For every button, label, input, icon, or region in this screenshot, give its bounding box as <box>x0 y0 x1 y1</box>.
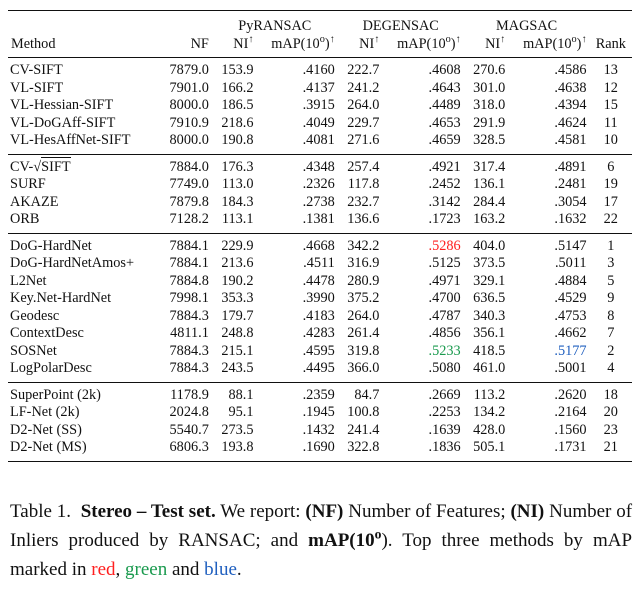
method-group <box>8 382 632 461</box>
value-cell: .5125 <box>428 255 461 271</box>
value-cell: 193.8 <box>212 439 257 461</box>
caption-text: ). <box>381 530 393 551</box>
value-cell: .1723 <box>428 211 461 227</box>
value-cell: 7998.1 <box>169 290 209 306</box>
value-cell: 113.0 <box>221 176 254 192</box>
value-cell: .5147 <box>508 233 589 255</box>
value-cell: .4608 <box>428 62 461 78</box>
value-cell: 322.8 <box>338 439 383 461</box>
value-cell: .5011 <box>554 255 587 271</box>
value-cell: .4529 <box>554 290 587 306</box>
value-cell: .2481 <box>554 176 587 192</box>
value-cell: 342.2 <box>338 233 383 255</box>
caption-blue-word: blue <box>204 559 237 580</box>
value-cell: 273.5 <box>221 421 254 438</box>
value-cell: 1178.9 <box>159 382 212 404</box>
table-row <box>8 382 632 404</box>
value-cell: .2359 <box>256 382 337 404</box>
value-cell: .4971 <box>428 272 461 289</box>
column-header-row <box>8 36 632 58</box>
value-cell: 7884.3 <box>169 307 209 324</box>
value-cell: 8000.0 <box>169 97 209 113</box>
value-cell: .2738 <box>302 193 335 210</box>
value-cell: .1560 <box>554 421 587 438</box>
caption-red-word: red <box>91 559 116 580</box>
method-name-cell: D2-Net (MS) <box>8 439 159 461</box>
method-name-cell: SuperPoint (2k) <box>8 382 159 404</box>
value-cell: 222.7 <box>347 62 380 78</box>
value-cell: .4394 <box>554 97 587 113</box>
value-cell: 8 <box>607 307 615 324</box>
header-nf: NF <box>159 36 212 58</box>
value-cell: .4049 <box>302 114 335 131</box>
caption-text: Number of Features; <box>348 501 506 522</box>
value-cell: .1381 <box>302 211 335 227</box>
value-cell: .2620 <box>508 382 589 404</box>
value-cell: 428.0 <box>473 421 506 438</box>
caption-text: Number of Inliers produced by RANSAC; and <box>10 501 633 551</box>
value-cell: 366.0 <box>347 360 380 376</box>
table-row <box>8 233 632 255</box>
value-cell: 190.2 <box>221 272 254 289</box>
method-name-cell: LogPolarDesc <box>10 360 92 376</box>
table-row <box>8 58 632 80</box>
value-cell: 317.4 <box>464 154 509 176</box>
value-cell: 264.0 <box>347 307 380 324</box>
value-cell: 301.0 <box>473 79 506 96</box>
value-cell: 7128.2 <box>169 211 209 227</box>
value-cell: 257.4 <box>338 154 383 176</box>
value-cell: .5177 <box>554 342 587 359</box>
value-cell: .5286 <box>382 233 463 255</box>
value-cell: 7884.1 <box>169 255 209 271</box>
value-cell: 7879.8 <box>169 193 209 210</box>
value-cell: 340.3 <box>473 307 506 324</box>
value-cell: 6806.3 <box>159 439 212 461</box>
header-map-degensac: mAP(10$^o$)↑ <box>382 36 463 58</box>
value-cell: 4811.1 <box>170 325 209 341</box>
value-cell: .4586 <box>554 62 587 78</box>
value-cell: 636.5 <box>473 290 506 306</box>
value-cell: 1 <box>590 233 632 255</box>
value-cell: 271.6 <box>347 132 380 148</box>
value-cell: .1632 <box>554 211 587 227</box>
table-row <box>8 404 632 422</box>
value-cell: 264.0 <box>347 97 380 113</box>
value-cell: 7 <box>607 325 615 341</box>
value-cell: 3 <box>607 255 615 271</box>
group-header-degensac: DEGENSAC <box>362 18 439 34</box>
value-cell: 8000.0 <box>169 132 209 148</box>
value-cell: 18 <box>590 382 632 404</box>
value-cell: .2669 <box>382 382 463 404</box>
method-name-cell: CV-SIFT <box>10 62 63 78</box>
table-row <box>8 132 632 154</box>
value-cell: .4283 <box>302 325 335 341</box>
value-cell: .4624 <box>554 114 587 131</box>
value-cell: 218.6 <box>221 114 254 131</box>
method-group <box>8 58 632 155</box>
value-cell: .2253 <box>428 404 461 420</box>
value-cell: 7910.9 <box>169 114 209 131</box>
value-cell: 461.0 <box>473 360 506 376</box>
value-cell: 166.2 <box>221 79 254 96</box>
value-cell: .4511 <box>303 255 335 271</box>
value-cell: .1836 <box>382 439 463 461</box>
caption-map-abbr: mAP(10$^o$ <box>308 526 382 551</box>
value-cell: 11 <box>603 114 618 131</box>
method-name-cell: VL-HesAffNet-SIFT <box>10 132 131 148</box>
value-cell: .4348 <box>256 154 337 176</box>
value-cell: .4659 <box>428 132 461 148</box>
table-row <box>8 308 632 326</box>
value-cell: 136.6 <box>347 211 380 227</box>
value-cell: 7884.3 <box>169 360 209 376</box>
table-row <box>8 439 632 461</box>
caption-title: Stereo – Test set. <box>80 501 216 522</box>
value-cell: 329.1 <box>473 272 506 289</box>
value-cell: 176.3 <box>212 154 257 176</box>
value-cell: 270.6 <box>473 62 506 78</box>
table-row <box>8 194 632 212</box>
value-cell: 22 <box>603 211 618 227</box>
value-cell: .3142 <box>428 193 461 210</box>
header-ni-pyransac: NI↑ <box>212 36 257 58</box>
value-cell: 95.1 <box>228 404 254 420</box>
method-name-cell: DoG-HardNet <box>8 233 159 255</box>
value-cell: 243.5 <box>221 360 254 376</box>
value-cell: 7884.0 <box>159 154 212 176</box>
table-row <box>8 255 632 273</box>
value-cell: .4478 <box>302 272 335 289</box>
caption-text: and <box>171 559 200 580</box>
value-cell: 7901.0 <box>169 79 209 96</box>
value-cell: 10 <box>603 132 618 148</box>
value-cell: 505.1 <box>464 439 509 461</box>
value-cell: .4856 <box>428 325 461 341</box>
value-cell: .4495 <box>302 360 335 376</box>
method-name-cell: AKAZE <box>10 193 59 210</box>
value-cell: .4160 <box>302 62 335 78</box>
value-cell: .1945 <box>302 404 335 420</box>
value-cell: 261.4 <box>347 325 380 341</box>
value-cell: 319.8 <box>347 342 380 359</box>
value-cell: 84.7 <box>338 382 383 404</box>
header-map-magsac: mAP(10$^o$)↑ <box>508 36 589 58</box>
value-cell: 88.1 <box>212 382 257 404</box>
value-cell: .4668 <box>256 233 337 255</box>
method-name-cell: DoG-HardNetAmos+ <box>10 255 135 271</box>
method-name-cell: ContextDesc <box>10 325 84 341</box>
value-cell: 20 <box>603 404 618 420</box>
value-cell: 9 <box>607 290 615 306</box>
value-cell: 153.9 <box>221 62 254 78</box>
value-cell: 23 <box>603 421 618 438</box>
value-cell: .1690 <box>256 439 337 461</box>
value-cell: 7884.1 <box>159 233 212 255</box>
value-cell: 179.7 <box>221 307 254 324</box>
method-name-cell: Geodesc <box>10 307 60 324</box>
value-cell: .4183 <box>302 307 335 324</box>
method-name-cell: SURF <box>10 176 46 192</box>
header-rank: Rank <box>590 36 632 58</box>
value-cell: .3054 <box>554 193 587 210</box>
value-cell: 2024.8 <box>169 404 209 420</box>
method-name-cell: ORB <box>10 211 40 227</box>
value-cell: .4662 <box>554 325 587 341</box>
value-cell: 373.5 <box>473 255 506 271</box>
value-cell: 418.5 <box>473 342 506 359</box>
value-cell: .4921 <box>382 154 463 176</box>
value-cell: .4595 <box>302 342 335 359</box>
table-caption: Table 1. Stereo – Test set. We report: (NF) Number of Features; (NI) Number of Inliers produced by RANSAC; and mAP(10$^o$). Top three methods by mAP marked in red, green and blue. <box>10 501 633 580</box>
value-cell: .5233 <box>428 342 461 359</box>
value-cell: .1432 <box>302 421 335 438</box>
value-cell: 248.8 <box>221 325 254 341</box>
value-cell: .4653 <box>428 114 461 131</box>
value-cell: 163.2 <box>473 211 506 227</box>
value-cell: 19 <box>603 176 618 192</box>
value-cell: .2164 <box>554 404 587 420</box>
table-row <box>8 273 632 291</box>
caption-green-word: green <box>125 559 168 580</box>
value-cell: .1731 <box>508 439 589 461</box>
caption-text: We report: <box>220 501 301 522</box>
caption-nf-abbr: (NF) <box>305 501 344 522</box>
method-name-cell: CV-√SIFT <box>8 154 159 176</box>
value-cell: 215.1 <box>221 342 254 359</box>
value-cell: 13 <box>603 62 618 78</box>
value-cell: .4489 <box>428 97 461 113</box>
value-cell: .4643 <box>428 79 461 96</box>
value-cell: 291.9 <box>473 114 506 131</box>
value-cell: 7879.0 <box>169 62 209 78</box>
value-cell: 328.5 <box>473 132 506 148</box>
value-cell: 12 <box>603 79 618 96</box>
header-map-pyransac: mAP(10$^o$)↑ <box>256 36 337 58</box>
value-cell: 404.0 <box>464 233 509 255</box>
caption-label: Table 1. <box>10 501 72 522</box>
value-cell: 316.9 <box>347 255 380 271</box>
method-name-cell: LF-Net (2k) <box>10 404 80 420</box>
value-cell: 229.7 <box>347 114 380 131</box>
value-cell: 375.2 <box>347 290 380 306</box>
value-cell: .4137 <box>302 79 335 96</box>
header-ni-degensac: NI↑ <box>338 36 383 58</box>
value-cell: 213.6 <box>221 255 254 271</box>
value-cell: 241.2 <box>347 79 380 96</box>
value-cell: 190.8 <box>221 132 254 148</box>
value-cell: .2452 <box>428 176 461 192</box>
value-cell: .4638 <box>554 79 587 96</box>
method-group <box>8 154 632 233</box>
value-cell: 17 <box>603 193 618 210</box>
method-name-cell: VL-SIFT <box>10 79 64 96</box>
value-cell: 7884.8 <box>169 272 209 289</box>
value-cell: 5540.7 <box>169 421 209 438</box>
method-name-cell: Key.Net-HardNet <box>10 290 112 306</box>
value-cell: 7884.3 <box>169 342 209 359</box>
value-cell: .1639 <box>428 421 461 438</box>
value-cell: .2326 <box>302 176 335 192</box>
table-row <box>8 97 632 115</box>
method-name-cell: D2-Net (SS) <box>10 421 82 438</box>
table-row <box>8 360 632 382</box>
table-row <box>8 343 632 361</box>
header-method: Method <box>8 36 159 58</box>
value-cell: 232.7 <box>347 193 380 210</box>
value-cell: 117.8 <box>347 176 380 192</box>
header-ni-magsac: NI↑ <box>464 36 509 58</box>
table-row <box>8 115 632 133</box>
value-cell: .5001 <box>554 360 587 376</box>
caption-ni-abbr: (NI) <box>510 501 545 522</box>
value-cell: 186.5 <box>221 97 254 113</box>
value-cell: 15 <box>603 97 618 113</box>
caption-text: Top three methods by mAP marked in <box>10 530 633 580</box>
method-name-cell: VL-Hessian-SIFT <box>10 97 114 113</box>
table-row <box>8 176 632 194</box>
value-cell: .4753 <box>554 307 587 324</box>
value-cell: 6 <box>590 154 632 176</box>
table-row <box>8 422 632 440</box>
table-row <box>8 325 632 343</box>
value-cell: 4 <box>607 360 615 376</box>
group-header-pyransac: PyRANSAC <box>238 18 312 34</box>
value-cell: 134.2 <box>473 404 506 420</box>
value-cell: 7749.0 <box>169 176 209 192</box>
value-cell: .3915 <box>302 97 335 113</box>
value-cell: 2 <box>607 342 615 359</box>
method-name-cell: SOSNet <box>10 342 57 359</box>
value-cell: 21 <box>590 439 632 461</box>
value-cell: 229.9 <box>212 233 257 255</box>
table-row <box>8 290 632 308</box>
method-name-cell: L2Net <box>10 272 47 289</box>
value-cell: .4581 <box>554 132 587 148</box>
value-cell: 280.9 <box>347 272 380 289</box>
value-cell: 356.1 <box>473 325 506 341</box>
table-row <box>8 154 632 176</box>
value-cell: .3990 <box>302 290 335 306</box>
value-cell: 100.8 <box>347 404 380 420</box>
value-cell: 136.1 <box>473 176 506 192</box>
value-cell: 113.2 <box>464 382 509 404</box>
value-cell: 184.3 <box>221 193 254 210</box>
value-cell: 5 <box>607 272 615 289</box>
value-cell: .4081 <box>302 132 335 148</box>
value-cell: 113.1 <box>221 211 254 227</box>
value-cell: .4700 <box>428 290 461 306</box>
value-cell: .4787 <box>428 307 461 324</box>
method-group <box>8 233 632 382</box>
group-header-row <box>8 14 632 36</box>
value-cell: .4891 <box>508 154 589 176</box>
value-cell: 318.0 <box>473 97 506 113</box>
results-table <box>8 10 632 462</box>
table-row <box>8 80 632 98</box>
value-cell: 284.4 <box>473 193 506 210</box>
value-cell: 353.3 <box>221 290 254 306</box>
value-cell: .4884 <box>554 272 587 289</box>
value-cell: .5080 <box>428 360 461 376</box>
table-row <box>8 211 632 233</box>
group-header-magsac: MAGSAC <box>496 18 558 34</box>
method-name-cell: VL-DoGAff-SIFT <box>10 114 116 131</box>
value-cell: 241.4 <box>347 421 380 438</box>
